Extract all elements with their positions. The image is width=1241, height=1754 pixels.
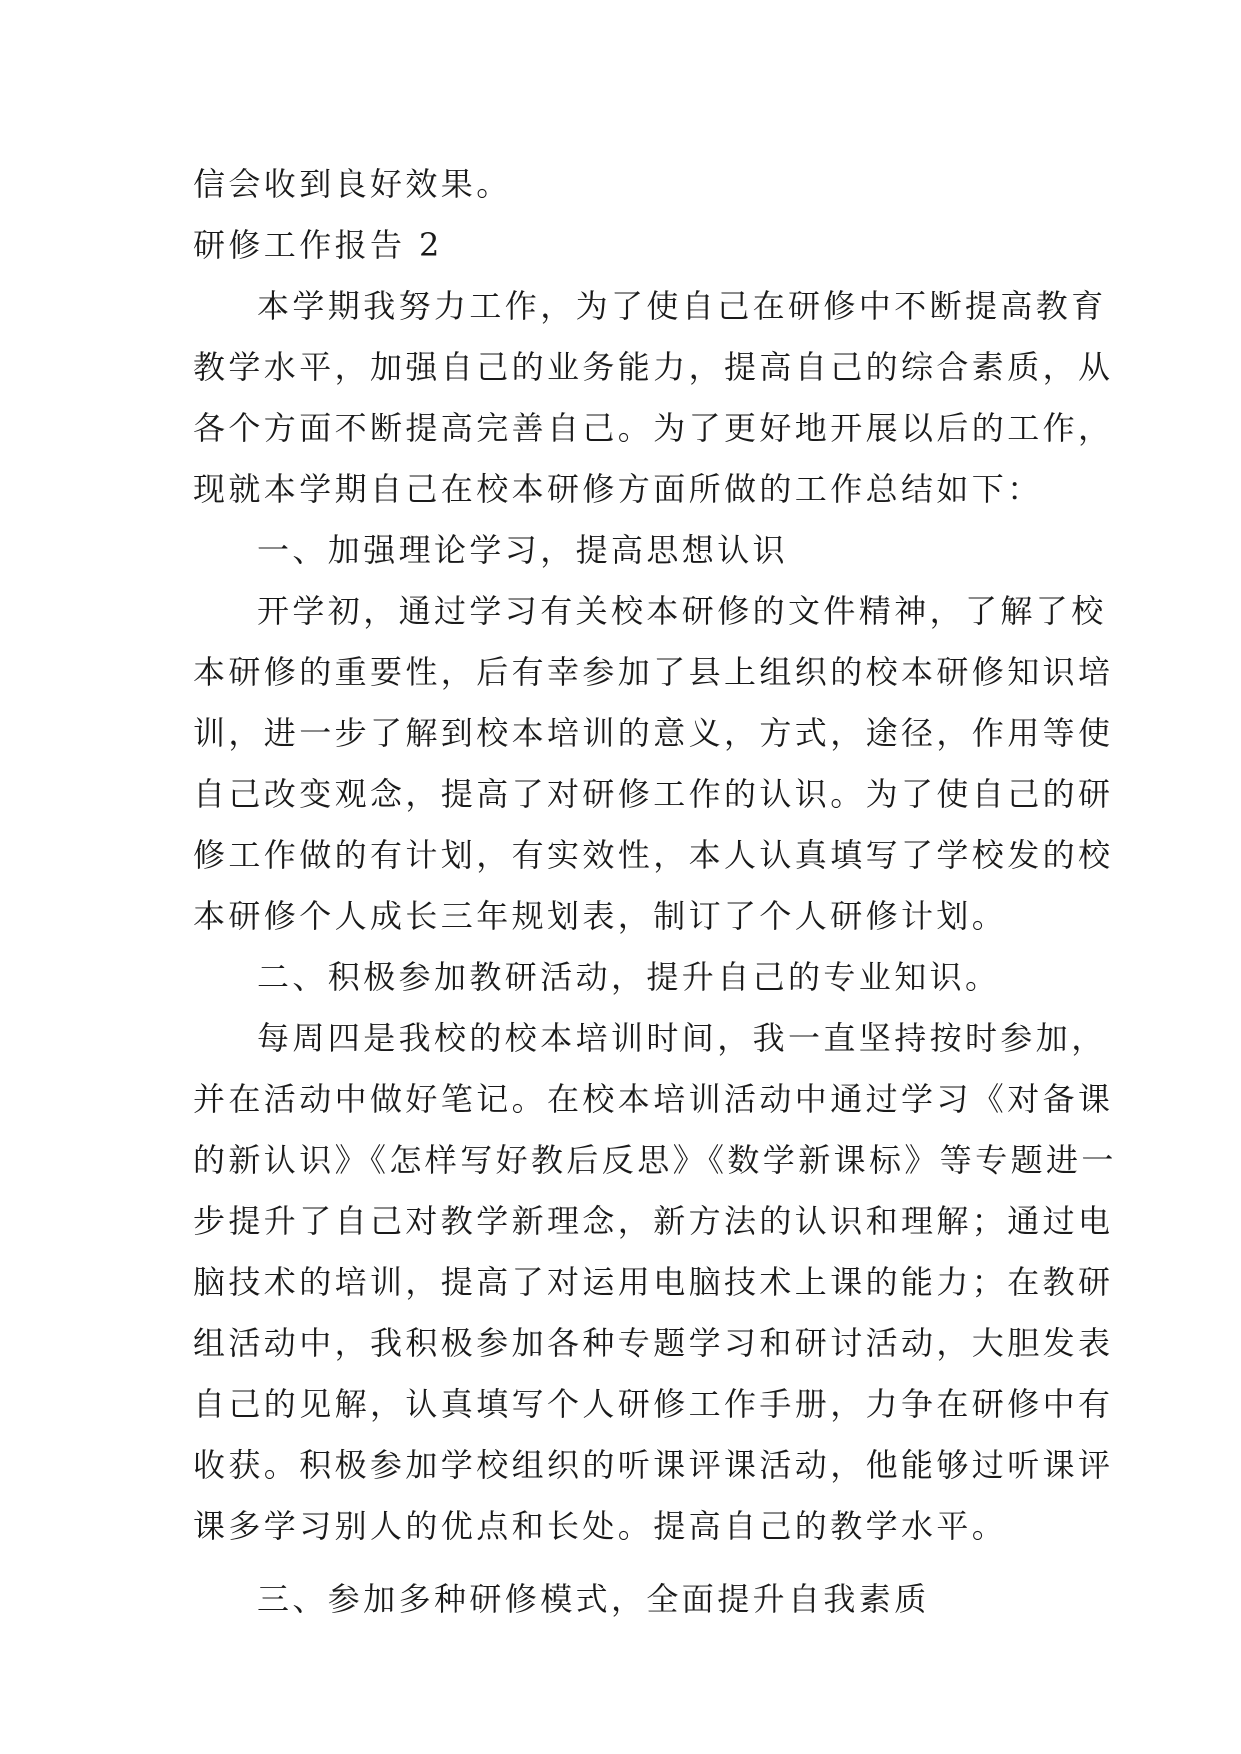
text-line: 现就本学期自己在校本研修方面所做的工作总结如下： bbox=[193, 470, 1043, 508]
text-line: 教学水平，加强自己的业务能力，提高自己的综合素质，从 bbox=[193, 348, 1114, 386]
text-line: 组活动中，我积极参加各种专题学习和研讨活动，大胆发表 bbox=[193, 1324, 1114, 1362]
text-line: 课多学习别人的优点和长处。提高自己的教学水平。 bbox=[193, 1507, 1008, 1545]
text-line: 步提升了自己对教学新理念，新方法的认识和理解；通过电 bbox=[193, 1202, 1114, 1240]
text-line: 并在活动中做好笔记。在校本培训活动中通过学习《对备课 bbox=[193, 1080, 1114, 1118]
text-line: 信会收到良好效果。 bbox=[193, 165, 512, 203]
text-line: 脑技术的培训，提高了对运用电脑技术上课的能力；在教研 bbox=[193, 1263, 1114, 1301]
text-line: 本学期我努力工作，为了使自己在研修中不断提高教育 bbox=[257, 287, 1107, 325]
text-line: 自己的见解，认真填写个人研修工作手册，力争在研修中有 bbox=[193, 1385, 1114, 1423]
text-line: 的新认识》《怎样写好教后反思》《数学新课标》等专题进一 bbox=[193, 1141, 1117, 1179]
text-line: 本研修的重要性，后有幸参加了县上组织的校本研修知识培 bbox=[193, 653, 1114, 691]
section-heading: 一、加强理论学习，提高思想认识 bbox=[257, 531, 789, 569]
text-line: 收获。积极参加学校组织的听课评课活动，他能够过听课评 bbox=[193, 1446, 1114, 1484]
text-line: 每周四是我校的校本培训时间，我一直坚持按时参加， bbox=[257, 1019, 1107, 1057]
section-heading: 三、参加多种研修模式，全面提升自我素质 bbox=[257, 1580, 930, 1618]
text-line: 修工作做的有计划，有实效性，本人认真填写了学校发的校 bbox=[193, 836, 1114, 874]
section-title: 研修工作报告 2 bbox=[193, 226, 443, 264]
section-heading: 二、积极参加教研活动，提升自己的专业知识。 bbox=[257, 958, 1001, 996]
text-line: 各个方面不断提高完善自己。为了更好地开展以后的工作， bbox=[193, 409, 1114, 447]
text-line: 自己改变观念，提高了对研修工作的认识。为了使自己的研 bbox=[193, 775, 1114, 813]
text-line: 开学初，通过学习有关校本研修的文件精神，了解了校 bbox=[257, 592, 1107, 630]
text-line: 训，进一步了解到校本培训的意义，方式，途径，作用等使 bbox=[193, 714, 1114, 752]
text-line: 本研修个人成长三年规划表，制订了个人研修计划。 bbox=[193, 897, 1008, 935]
